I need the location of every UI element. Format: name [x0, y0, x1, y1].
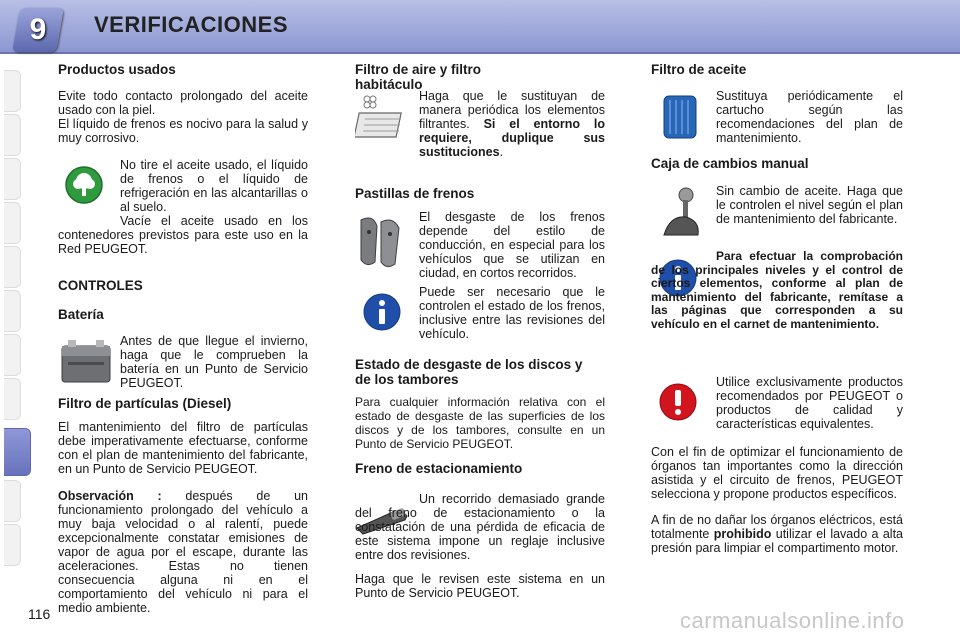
particulas-text: El mantenimiento del filtro de partículas debe imperativamente efectuarse, conforme con el plan de mantenimiento del fabricante, en un Punto de Servicio PEUGEOT.	[58, 420, 308, 476]
danar-paragraph	[651, 513, 903, 555]
filtro-aire-text	[419, 89, 605, 159]
filtro-aire-text-end: .	[499, 145, 504, 159]
observacion-paragraph	[58, 489, 308, 615]
controles-heading: CONTROLES	[58, 278, 143, 293]
side-tab-active[interactable]	[4, 428, 31, 476]
freno-text-2: Haga que le revisen este sistema en un Punto de Servicio PEUGEOT.	[355, 572, 605, 600]
pastillas-info-text: Puede ser necesario que le controlen el estado de los frenos, inclusive entre las revisiones del vehículo.	[419, 285, 605, 341]
page-number: 116	[28, 606, 51, 622]
side-tab[interactable]	[4, 290, 21, 332]
brake-pads-icon	[355, 212, 405, 272]
danar-text: A fin de no dañar los órganos eléctricos, está totalmente	[651, 513, 903, 541]
pastillas-heading: Pastillas de frenos	[355, 186, 475, 201]
side-tab[interactable]	[4, 114, 21, 156]
observacion-label: Observación :	[58, 489, 162, 503]
particulas-heading: Filtro de partículas (Diesel)	[58, 396, 232, 411]
freno-text: Un recorrido demasiado grande del freno de estacionamiento o la constatación de una pérdida de eficacia de este sistema impone un reglaje inclusive entre dos revisiones.	[355, 492, 605, 562]
filtro-aire-heading: Filtro de aire y filtro habitáculo	[355, 62, 482, 92]
side-tab[interactable]	[4, 480, 21, 522]
side-tab[interactable]	[4, 202, 21, 244]
recycle-tree-icon	[64, 165, 104, 205]
freno-heading: Freno de estacionamiento	[355, 461, 523, 476]
caja-info-text: Para efectuar la comprobación de los principales niveles y el control de ciertos elementos, conforme al plan de mantenimiento del fabricante, remítase a las páginas que corresponden a su vehículo en el carnet de mantenimiento.	[651, 249, 903, 331]
discos-text: Para cualquier información relativa con el estado de desgaste de las superficies de los discos y de los tambores, consulte en un Punto de Servicio PEUGEOT.	[355, 395, 605, 451]
optimizar-text: Con el fin de optimizar el funcionamiento de órganos tan importantes como la dirección asistida y el circuito de frenos, PEUGEOT selecciona y propone productos específicos.	[651, 445, 903, 501]
caja-text: Sin cambio de aceite. Haga que le controlen el nivel según el plan de mantenimiento del fabricante.	[716, 184, 903, 226]
chapter-number: 9	[29, 13, 47, 46]
danar-text-2: utilizar el lavado a alta presión para limpiar el compartimento motor.	[651, 527, 904, 555]
caja-heading: Caja de cambios manual	[651, 156, 809, 171]
side-tab[interactable]	[4, 70, 21, 112]
side-tab[interactable]	[4, 158, 21, 200]
observacion-text: después de un funcionamiento prolongado del vehículo a muy baja velocidad o al ralentí, puede excepcionalmente constatar emisiones de vapor de agua por el escape, durante las aceleraciones. Estas no tienen consecuencia alguna ni en el comportamiento del vehículo ni para el medio ambiente.	[58, 489, 308, 615]
filtro-aceite-text: Sustituya periódicamente el cartucho según las recomendaciones del plan de mantenimiento.	[716, 89, 903, 145]
danar-bold: prohibido	[713, 527, 772, 541]
filtro-aire-text-bold: Si el entorno lo requiere, duplique sus sustituciones	[419, 117, 605, 159]
side-tab[interactable]	[4, 246, 21, 288]
air-filter-icon	[355, 95, 411, 145]
side-tab[interactable]	[4, 524, 21, 566]
discos-heading: Estado de desgaste de los discos y de los tambores	[355, 357, 583, 387]
productos-text-3: No tire el aceite usado, el líquido de frenos o el líquido de refrigeración en las alcantarillas o al suelo.	[120, 158, 308, 214]
warning-icon	[658, 382, 698, 422]
side-tab[interactable]	[4, 378, 21, 420]
pastillas-text: El desgaste de los frenos depende del estilo de conducción, en especial para los vehículos que se utilizan en ciudad, en cortos recorridos.	[419, 210, 605, 280]
page-header	[0, 0, 960, 54]
filtro-aceite-heading: Filtro de aceite	[651, 62, 747, 77]
oil-filter-icon	[660, 92, 700, 142]
productos-heading: Productos usados	[58, 62, 176, 77]
bateria-heading: Batería	[58, 307, 104, 322]
bateria-text: Antes de que llegue el invierno, haga que le comprueben la batería en un Punto de Servicio PEUGEOT.	[120, 334, 308, 390]
battery-icon	[58, 336, 114, 386]
gear-stick-icon	[656, 185, 704, 241]
warning-text: Utilice exclusivamente productos recomendados por PEUGEOT o productos de calidad y características equivalentes.	[716, 375, 903, 431]
info-icon	[362, 292, 402, 332]
watermark: carmanualsonline.info	[680, 608, 905, 633]
productos-text-4: Vacíe el aceite usado en los contenedores previstos para este uso en la Red PEUGEOT.	[58, 214, 308, 256]
productos-text-2: El líquido de frenos es nocivo para la salud y muy corrosivo.	[58, 117, 308, 145]
side-tab[interactable]	[4, 334, 21, 376]
productos-text-1: Evite todo contacto prolongado del aceite usado con la piel.	[58, 89, 308, 117]
page-title: VERIFICACIONES	[94, 12, 289, 37]
filtro-aire-text-normal: Haga que le sustituyan de manera periódica los elementos filtrantes.	[419, 89, 605, 131]
